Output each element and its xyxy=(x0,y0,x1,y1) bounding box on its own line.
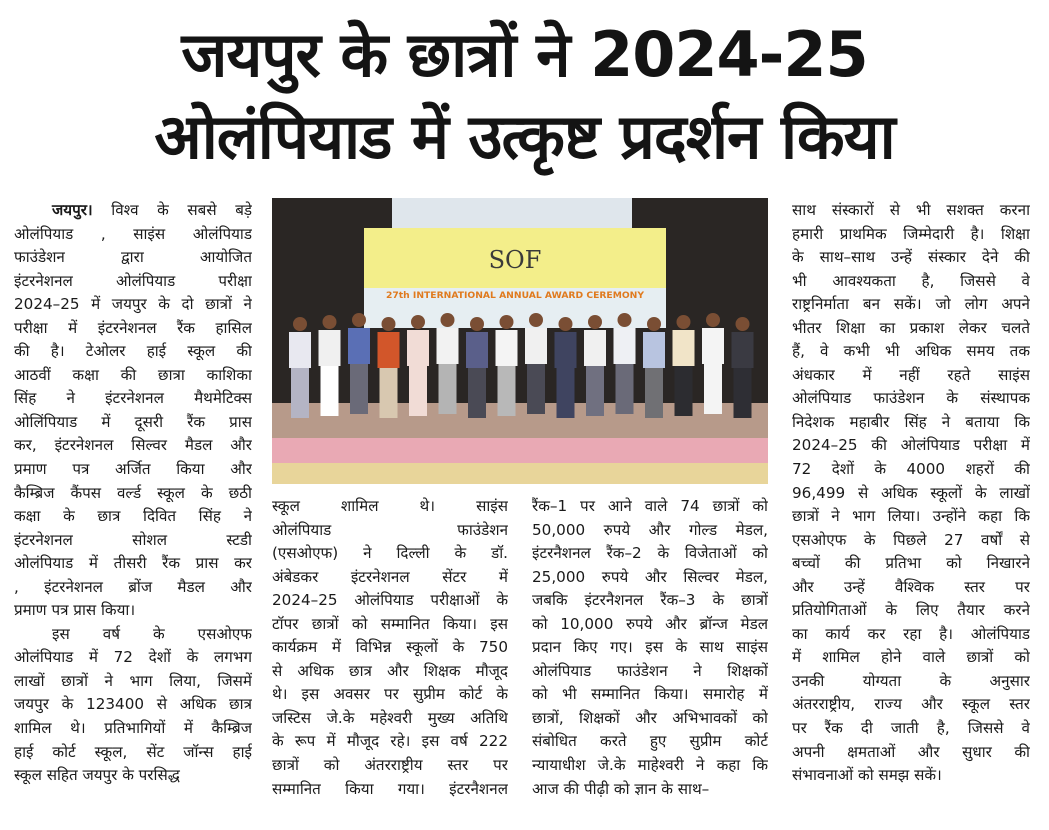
text-line: बच्चों की प्रतिभा को निखारने xyxy=(792,554,1030,573)
headline-line-1: जयपुर के छात्रों ने 2024-25 xyxy=(181,18,868,91)
text-line: अंधकार में नहीं रहते साइंस xyxy=(792,365,1030,384)
text-line: के रूप में मौजूद रहे। इस वर्ष 222 xyxy=(272,732,508,751)
text-line: एसओएफ के पिछले 27 वर्षों से xyxy=(792,530,1030,549)
flower-row xyxy=(272,438,768,466)
text-line: 72 देशों के 4000 शहरों की xyxy=(792,460,1030,479)
text-line: संबोधित करते हुए सुप्रीम कोर्ट xyxy=(532,732,768,751)
text-line: 96,499 से अधिक स्कूलों के लाखों xyxy=(792,483,1030,502)
text-line: जबकि इंटरनैशनल रैंक–3 के छात्रों xyxy=(532,591,768,610)
article-column-4 xyxy=(792,199,1030,788)
text-line: जस्टिस जे.के महेश्वरी मुख्य अतिथि xyxy=(272,708,508,727)
text-line: आठवीं कक्षा की छात्रा काशिका xyxy=(14,365,252,384)
text-line: 50,000 रुपये और गोल्ड मेडल, xyxy=(532,520,768,539)
text-line: , इंटरनेशनल ब्रोंज मैडल और xyxy=(14,577,252,596)
text-line: लाखों छात्रों ने भाग लिया, जिसमें xyxy=(14,671,252,690)
person xyxy=(643,317,665,418)
text-line: जयपुर के 123400 से अधिक छात्र xyxy=(14,695,252,714)
text-line xyxy=(14,199,252,223)
text-line: ओलंपियाड फाउंडेशन के संस्थापक xyxy=(792,389,1030,408)
text-line: इंटरनेशनल ओलंपियाड परीक्षा xyxy=(14,271,252,290)
text-line: सिंह ने इंटरनेशनल मैथमेटिक्स xyxy=(14,389,252,408)
text-line: इंटरनैशनल रैंक–2 के विजेताओं को xyxy=(532,544,768,563)
text-line: की है। टेओलर हाई स्कूल की xyxy=(14,342,252,361)
person xyxy=(437,313,459,414)
text-line: से अधिक छात्र और शिक्षक मौजूद xyxy=(272,661,508,680)
person xyxy=(496,315,518,416)
text-line: ओलिंपियाड में दूसरी रैंक प्रास xyxy=(14,412,252,431)
text-line: इंटरनेशनल सोशल स्टडी xyxy=(14,530,252,549)
text-line: अंबेडकर इंटरनेशनल सेंटर में xyxy=(272,567,508,586)
text-line: स्कूल सहित जयपुर के परसिद्ध xyxy=(14,766,180,785)
text-line: कैम्ब्रिज कैंपस वर्ल्ड स्कूल के छठी xyxy=(14,483,252,502)
text-line: ओलंपियाड फाउंडेशन xyxy=(272,520,508,539)
text-line: 2024–25 में जयपुर के दो छात्रों ने xyxy=(14,295,252,314)
text-line: टॉपर छात्रों को सम्मानित किया। इस xyxy=(272,614,508,633)
text-line: राष्ट्रनिर्माता बन सकें। जो लोग अपने xyxy=(792,295,1030,314)
text-line: आज की पीढ़ी को ज्ञान के साथ– xyxy=(532,779,710,798)
text-line: छात्रों, शिक्षकों और अभिभावकों को xyxy=(532,708,768,727)
text-line: स्कूल शामिल थे। साइंस xyxy=(272,497,508,515)
person xyxy=(348,313,370,414)
marigold-row xyxy=(272,463,768,484)
text-line: प्रमाण पत्र अर्जित किया और xyxy=(14,460,252,479)
text-line: को 10,000 रुपये और ब्रॉन्ज मेडल xyxy=(532,614,768,633)
text-line: का कार्य कर रहा है। ओलंपियाड xyxy=(792,624,1030,643)
stage-floor xyxy=(272,403,768,443)
text-line: में शामिल होने वाले छात्रों को xyxy=(792,648,1030,667)
text-line: संभावनाओं को समझ सकें। xyxy=(792,766,942,785)
text-line: साथ संस्कारों से भी सशक्त करना xyxy=(792,201,1030,219)
text-line: कक्षा के छात्र दिवित सिंह ने xyxy=(14,507,252,526)
text-line: छात्रों को अंतरराष्ट्रीय स्तर पर xyxy=(272,756,508,775)
text-line: 25,000 रुपये और सिल्वर मेडल, xyxy=(532,567,768,586)
text-line: भीतर शिक्षा का प्रकाश लेकर चलते xyxy=(792,318,1030,337)
banner-title: 27th INTERNATIONAL ANNUAL AWARD CEREMONY xyxy=(386,290,644,301)
text-line: हैं, वे कभी भी अधिक समय तक xyxy=(792,342,1030,361)
text-line: (एसओएफ) ने दिल्ली के डॉ. xyxy=(272,544,508,563)
person xyxy=(702,313,724,414)
person xyxy=(555,317,577,418)
text-line: न्यायाधीश जे.के माहेश्वरी ने कहा कि xyxy=(532,756,768,775)
text-line: अपनी क्षमताओं और सुधार की xyxy=(792,742,1030,761)
article-column-3 xyxy=(532,495,768,801)
text-line: प्रदान किए गए। इस के साथ साइंस xyxy=(532,638,768,657)
photo-illustration xyxy=(272,198,768,484)
text-line: भी आवश्यकता है, जिससे वे xyxy=(792,271,1030,290)
text-line: को भी सम्मानित किया। समारोह में xyxy=(532,685,768,704)
text-line: कर, इंटरनेशनल सिल्वर मैडल और xyxy=(14,436,252,455)
person xyxy=(673,315,695,416)
headline-line-2: ओलंपियाड में उत्कृष्ट प्रदर्शन किया xyxy=(154,100,895,173)
text-line: ओलंपियाड फाउंडेशन ने शिक्षकों xyxy=(532,661,768,680)
article-column-1 xyxy=(14,199,252,788)
text-line-content: विश्व के सबसे बड़े xyxy=(111,201,252,219)
text-line: ओलंपियाड में 72 देशों के लगभग xyxy=(14,648,252,667)
text-line: ओलंपियाड , साइंस ओलंपियाड xyxy=(14,224,252,243)
text-line: उनकी योग्यता के अनुसार xyxy=(792,671,1030,690)
person xyxy=(378,317,400,418)
person xyxy=(525,313,547,414)
article-column-2 xyxy=(272,495,508,801)
text-line: प्रतियोगिताओं के लिए तैयार करने xyxy=(792,601,1030,620)
text-line: शामिल थे। प्रतिभागियों में कैम्ब्रिज xyxy=(14,719,252,738)
person xyxy=(732,317,754,418)
text-line: कार्यक्रम में विभिन्न स्कूलों के 750 xyxy=(272,638,508,657)
text-line: थे। इस अवसर पर सुप्रीम कोर्ट के xyxy=(272,685,508,704)
person xyxy=(614,313,636,414)
text-line: हाई कोर्ट स्कूल, सेंट जॉन्स हाई xyxy=(14,742,252,761)
banner-logo: SOF xyxy=(488,246,542,274)
text-line: रैंक–1 पर आने वाले 74 छात्रों को xyxy=(532,497,768,515)
dateline: जयपुर। xyxy=(52,201,93,219)
award-ceremony-photo xyxy=(272,198,768,484)
text-line: 2024–25 की ओलंपियाड परीक्षा में xyxy=(792,436,1030,455)
text-line: फाउंडेशन द्वारा आयोजित xyxy=(14,248,252,267)
text-line: छात्रों ने भाग लिया। उन्होंने कहा कि xyxy=(792,507,1030,526)
text-line: निदेशक महाबीर सिंह ने बताया कि xyxy=(792,412,1030,431)
text-line: सम्मानित किया गया। इंटरनैशनल xyxy=(272,779,508,798)
text-line: इस वर्ष के एसओएफ xyxy=(52,624,252,643)
text-line: पर रैंक दी जाती है, जिससे वे xyxy=(792,719,1030,738)
text-line: और उन्हें वैश्विक स्तर पर xyxy=(792,577,1030,596)
person xyxy=(407,315,429,416)
text-line: ओलंपियाड में तीसरी रैंक प्रास कर xyxy=(14,554,252,573)
person xyxy=(319,315,341,416)
text-line: परीक्षा में इंटरनेशनल रैंक हासिल xyxy=(14,318,252,337)
person xyxy=(584,315,606,416)
person xyxy=(289,317,311,418)
text-line: हमारी प्राथमिक जिम्मेदारी है। शिक्षा xyxy=(792,224,1030,243)
text-line: के साथ–साथ उन्हें संस्कार देने की xyxy=(792,248,1030,267)
person xyxy=(466,317,488,418)
text-line: प्रमाण पत्र प्रास किया। xyxy=(14,601,136,620)
text-line: अंतरराष्ट्रीय, राज्य और स्कूल स्तर xyxy=(792,695,1030,714)
text-line: 2024–25 ओलंपियाड परीक्षाओं के xyxy=(272,591,508,610)
